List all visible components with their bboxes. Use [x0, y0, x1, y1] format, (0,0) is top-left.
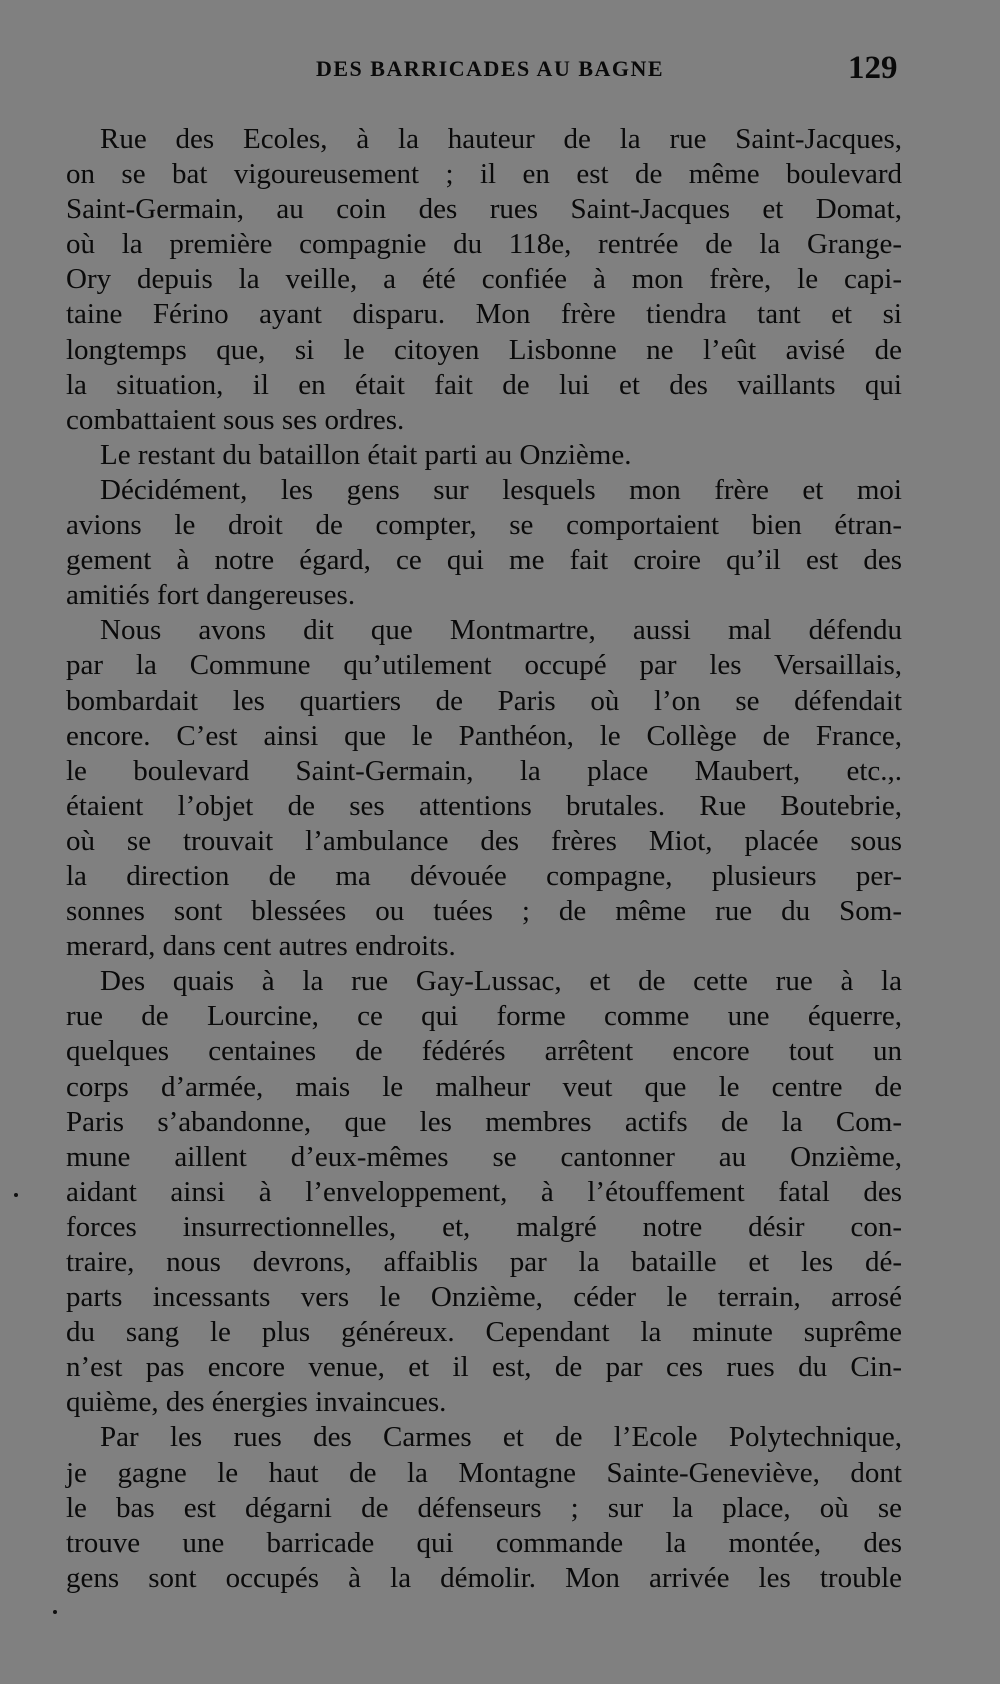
- text-line: trouve une barricade qui commande la montée, des: [66, 1526, 902, 1559]
- text-line: Nous avons dit que Montmartre, aussi mal défendu: [100, 614, 902, 647]
- text-line: le boulevard Saint-Germain, la place Maubert, etc.,.: [66, 754, 902, 787]
- text-line: mune aillent d’eux-mêmes se cantonner au Onzième,: [66, 1140, 902, 1173]
- running-head: DES BARRICADES AU BAGNE: [316, 56, 665, 81]
- text-line: par la Commune qu’utilement occupé par les Versaillais,: [66, 649, 902, 682]
- print-speck: [14, 1193, 18, 1197]
- text-line: Ory depuis la veille, a été confiée à mon frère, le capi-: [66, 263, 902, 296]
- text-line: où la première compagnie du 118e, rentrée de la Grange-: [66, 228, 902, 261]
- text-line: Par les rues des Carmes et de l’Ecole Polytechnique,: [100, 1421, 902, 1454]
- text-line: quelques centaines de fédérés arrêtent encore tout un: [66, 1035, 902, 1068]
- text-line: bombardait les quartiers de Paris où l’on se défendait: [66, 684, 902, 717]
- body-text: [66, 122, 902, 1596]
- text-line: avions le droit de compter, se comportaient bien étran-: [66, 509, 902, 542]
- text-line: encore. C’est ainsi que le Panthéon, le Collège de France,: [66, 719, 902, 752]
- text-line: Paris s’abandonne, que les membres actifs de la Com-: [66, 1105, 902, 1138]
- text-line: Décidément, les gens sur lesquels mon frère et moi: [100, 473, 902, 506]
- text-line: Saint-Germain, au coin des rues Saint-Jacques et Domat,: [66, 193, 902, 226]
- text-line: rue de Lourcine, ce qui forme comme une équerre,: [66, 1000, 902, 1033]
- text-line: je gagne le haut de la Montagne Sainte-Geneviève, dont: [66, 1456, 902, 1489]
- text-line: aidant ainsi à l’enveloppement, à l’étouffement fatal des: [66, 1175, 902, 1208]
- text-line: Rue des Ecoles, à la hauteur de la rue Saint-Jacques,: [100, 123, 902, 155]
- text-line: Le restant du bataillon était parti au Onzième.: [100, 438, 632, 471]
- text-line: longtemps que, si le citoyen Lisbonne ne l’eût avisé de: [66, 333, 902, 366]
- text-line: la direction de ma dévouée compagne, plusieurs per-: [66, 859, 902, 892]
- text-line: on se bat vigoureusement ; il en est de même boulevard: [66, 158, 902, 191]
- text-line: étaient l’objet de ses attentions brutales. Rue Boutebrie,: [66, 789, 902, 822]
- text-line: sonnes sont blessées ou tuées ; de même rue du Som-: [66, 895, 902, 928]
- print-speck: [53, 1610, 57, 1614]
- text-line: combattaient sous ses ordres.: [66, 403, 405, 436]
- text-line: Des quais à la rue Gay-Lussac, et de cette rue à la: [100, 965, 902, 998]
- page-number: 129: [848, 50, 898, 86]
- text-line: gement à notre égard, ce qui me fait croire qu’il est des: [66, 544, 902, 577]
- text-line: amitiés fort dangereuses.: [66, 579, 356, 612]
- text-line: gens sont occupés à la démolir. Mon arrivée les trouble: [66, 1561, 902, 1594]
- text-line: le bas est dégarni de défenseurs ; sur la place, où se: [66, 1491, 902, 1524]
- text-line: quième, des énergies invaincues.: [66, 1386, 447, 1419]
- text-line: la situation, il en était fait de lui et des vaillants qui: [66, 368, 902, 401]
- text-line: parts incessants vers le Onzième, céder le terrain, arrosé: [66, 1281, 902, 1314]
- text-line: taine Férino ayant disparu. Mon frère tiendra tant et si: [66, 298, 902, 331]
- text-line: traire, nous devrons, affaiblis par la bataille et les dé-: [66, 1246, 902, 1278]
- text-line: n’est pas encore venue, et il est, de par ces rues du Cin-: [66, 1351, 902, 1384]
- text-line: du sang le plus généreux. Cependant la minute suprême: [66, 1316, 902, 1349]
- text-line: forces insurrectionnelles, et, malgré notre désir con-: [66, 1210, 902, 1243]
- text-line: corps d’armée, mais le malheur veut que le centre de: [66, 1070, 902, 1103]
- text-line: merard, dans cent autres endroits.: [66, 930, 456, 963]
- text-line: où se trouvait l’ambulance des frères Miot, placée sous: [66, 824, 902, 857]
